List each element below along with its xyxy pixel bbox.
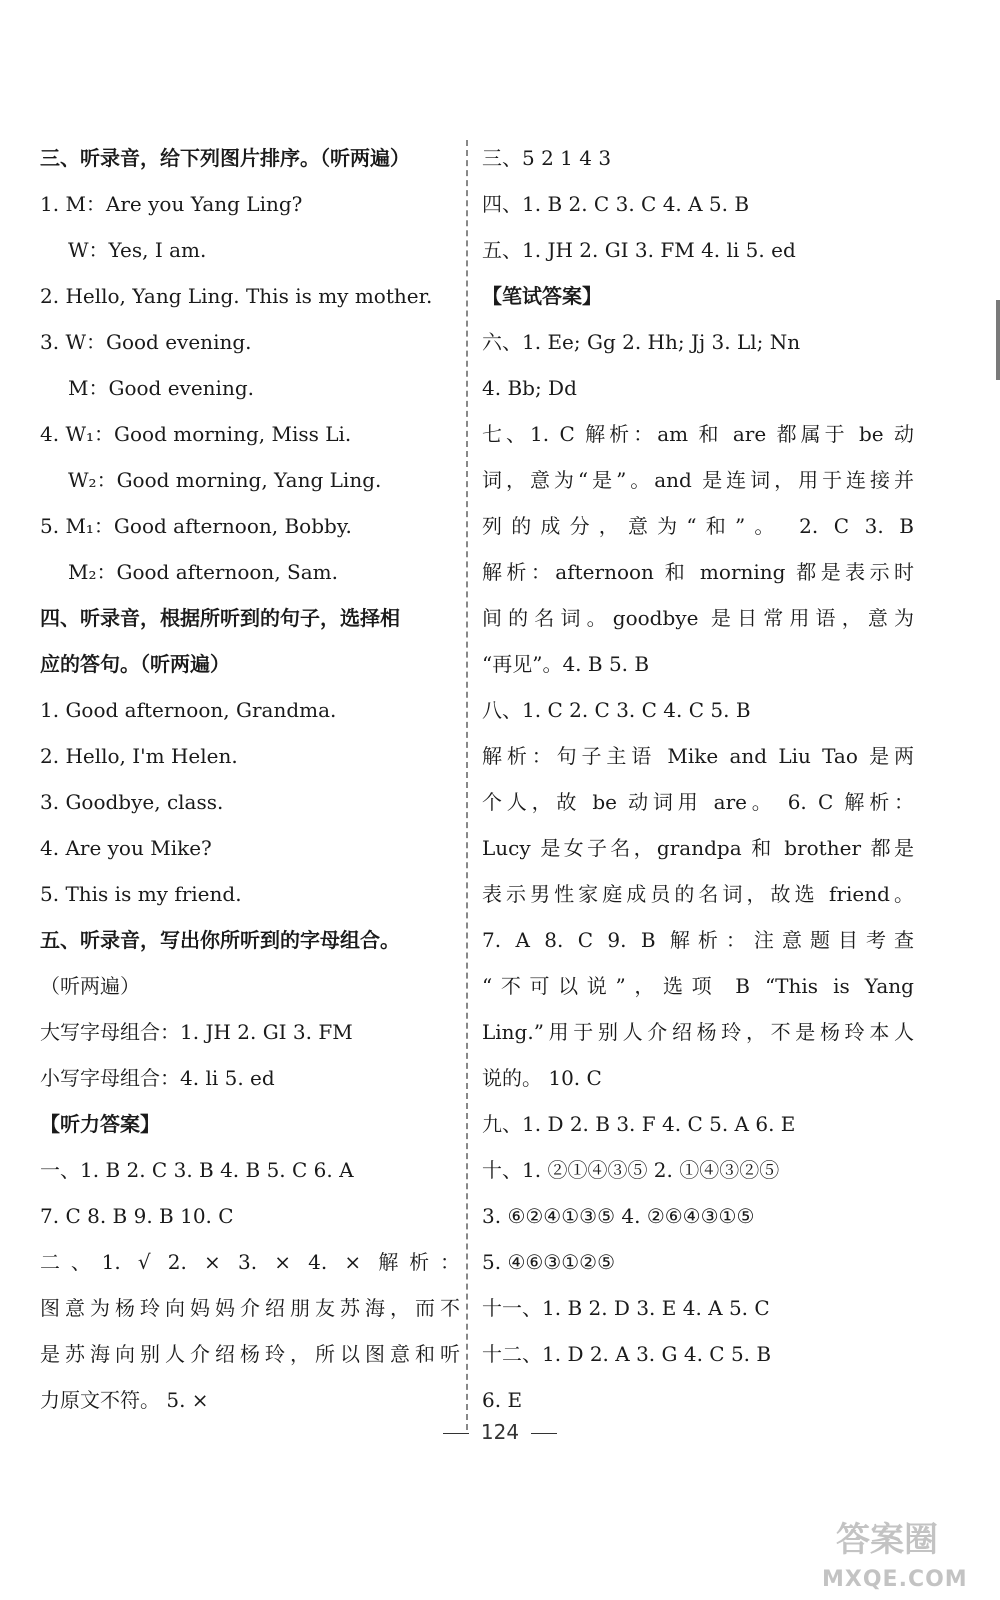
left-column-line: 图意为杨玲向妈妈介绍朋友苏海，而不 xyxy=(40,1296,460,1320)
left-column-line: 二、1. √ 2. × 3. × 4. × 解析： xyxy=(40,1250,460,1274)
left-column-line: 四、听录音，根据所听到的句子，选择相 xyxy=(40,606,400,630)
left-column-line: 大写字母组合：1. JH 2. GI 3. FM xyxy=(40,1020,353,1044)
watermark-logo xyxy=(822,1512,982,1592)
left-column-line: M：Good evening. xyxy=(68,376,254,400)
right-column-line: 【笔试答案】 xyxy=(482,284,602,308)
right-column-line: 7. A 8. C 9. B 解析：注意题目考查 xyxy=(482,928,914,952)
right-column-line: 个人，故 be 动词用 are。 6. C 解析： xyxy=(482,790,914,814)
right-column-line: 解析：afternoon 和 morning 都是表示时 xyxy=(482,560,914,584)
left-column-line: 是苏海向别人介绍杨玲，所以图意和听 xyxy=(40,1342,460,1366)
right-column-line: 3. ⑥②④①③⑤ 4. ②⑥④③①⑤ xyxy=(482,1204,755,1228)
page-edge-mark xyxy=(996,300,1000,380)
right-column-line: 六、1. Ee; Gg 2. Hh; Jj 3. Ll; Nn xyxy=(482,330,801,354)
left-column-line: 7. C 8. B 9. B 10. C xyxy=(40,1204,234,1228)
right-column-line: 6. E xyxy=(482,1388,523,1412)
right-column-line: 5. ④⑥③①②⑤ xyxy=(482,1250,616,1274)
left-column-line: 1. M：Are you Yang Ling? xyxy=(40,192,303,216)
left-column-line: （听两遍） xyxy=(40,974,140,998)
column-divider xyxy=(466,140,468,1430)
right-column-line: 词，意为“是”。and 是连词，用于连接并 xyxy=(482,468,914,492)
right-column-line: 表示男性家庭成员的名词，故选 friend。 xyxy=(482,882,914,906)
left-column-line: 2. Hello, Yang Ling. This is my mother. xyxy=(40,284,433,308)
left-column-line: 一、1. B 2. C 3. B 4. B 5. C 6. A xyxy=(40,1158,354,1182)
left-column-line: M₂：Good afternoon, Sam. xyxy=(68,560,338,584)
footer-dash-right xyxy=(531,1433,557,1434)
left-column-line: 5. This is my friend. xyxy=(40,882,242,906)
right-column-line: “不可以说”，选项 B “This is Yang xyxy=(482,974,914,998)
right-column-line: Ling.”用于别人介绍杨玲，不是杨玲本人 xyxy=(482,1020,914,1044)
page-footer xyxy=(0,1420,1000,1444)
right-column xyxy=(482,135,914,1423)
right-column-line: 4. Bb; Dd xyxy=(482,376,577,400)
page-number: 124 xyxy=(480,1420,520,1444)
right-column-line: 解析：句子主语 Mike and Liu Tao 是两 xyxy=(482,744,914,768)
right-column-line: 九、1. D 2. B 3. F 4. C 5. A 6. E xyxy=(482,1112,796,1136)
right-column-line: 说的。 10. C xyxy=(482,1066,602,1090)
right-column-line: 十一、1. B 2. D 3. E 4. A 5. C xyxy=(482,1296,770,1320)
left-column-line: W₂：Good morning, Yang Ling. xyxy=(68,468,382,492)
right-column-line: 八、1. C 2. C 3. C 4. C 5. B xyxy=(482,698,751,722)
watermark-top-text: 答案圈 xyxy=(836,1520,938,1560)
left-column-line: 1. Good afternoon, Grandma. xyxy=(40,698,337,722)
left-column-line: 应的答句。（听两遍） xyxy=(40,652,230,676)
right-column-line: 十、1. ②①④③⑤ 2. ①④③②⑤ xyxy=(482,1158,780,1182)
right-column-line: 五、1. JH 2. GI 3. FM 4. li 5. ed xyxy=(482,238,796,262)
footer-dash-left xyxy=(443,1433,469,1434)
left-column-line: W：Yes, I am. xyxy=(68,238,207,262)
left-column-line: 2. Hello, I'm Helen. xyxy=(40,744,238,768)
left-column-line: 五、听录音，写出你所听到的字母组合。 xyxy=(40,928,400,952)
right-column-line: 列的成分，意为“和”。 2. C 3. B xyxy=(482,514,914,538)
left-column-line: 3. Goodbye, class. xyxy=(40,790,224,814)
right-column-line: 十二、1. D 2. A 3. G 4. C 5. B xyxy=(482,1342,772,1366)
left-column-line: 【听力答案】 xyxy=(40,1112,160,1136)
right-column-line: 三、5 2 1 4 3 xyxy=(482,146,612,170)
left-column-line: 4. W₁：Good morning, Miss Li. xyxy=(40,422,352,446)
left-column-line: 3. W：Good evening. xyxy=(40,330,252,354)
left-column-line: 力原文不符。 5. × xyxy=(40,1388,209,1412)
right-column-line: Lucy 是女子名，grandpa 和 brother 都是 xyxy=(482,836,914,860)
left-column-line: 4. Are you Mike? xyxy=(40,836,212,860)
right-column-line: “再见”。4. B 5. B xyxy=(482,652,650,676)
watermark-bottom-text: MXQE.COM xyxy=(822,1567,968,1592)
right-column-line: 间的名词。goodbye 是日常用语，意为 xyxy=(482,606,914,630)
left-column xyxy=(40,135,460,1423)
left-column-line: 三、听录音，给下列图片排序。（听两遍） xyxy=(40,146,410,170)
left-column-line: 5. M₁：Good afternoon, Bobby. xyxy=(40,514,352,538)
left-column-line: 小写字母组合：4. li 5. ed xyxy=(40,1066,275,1090)
right-column-line: 四、1. B 2. C 3. C 4. A 5. B xyxy=(482,192,750,216)
right-column-line: 七、1. C 解析：am 和 are 都属于 be 动 xyxy=(482,422,914,446)
